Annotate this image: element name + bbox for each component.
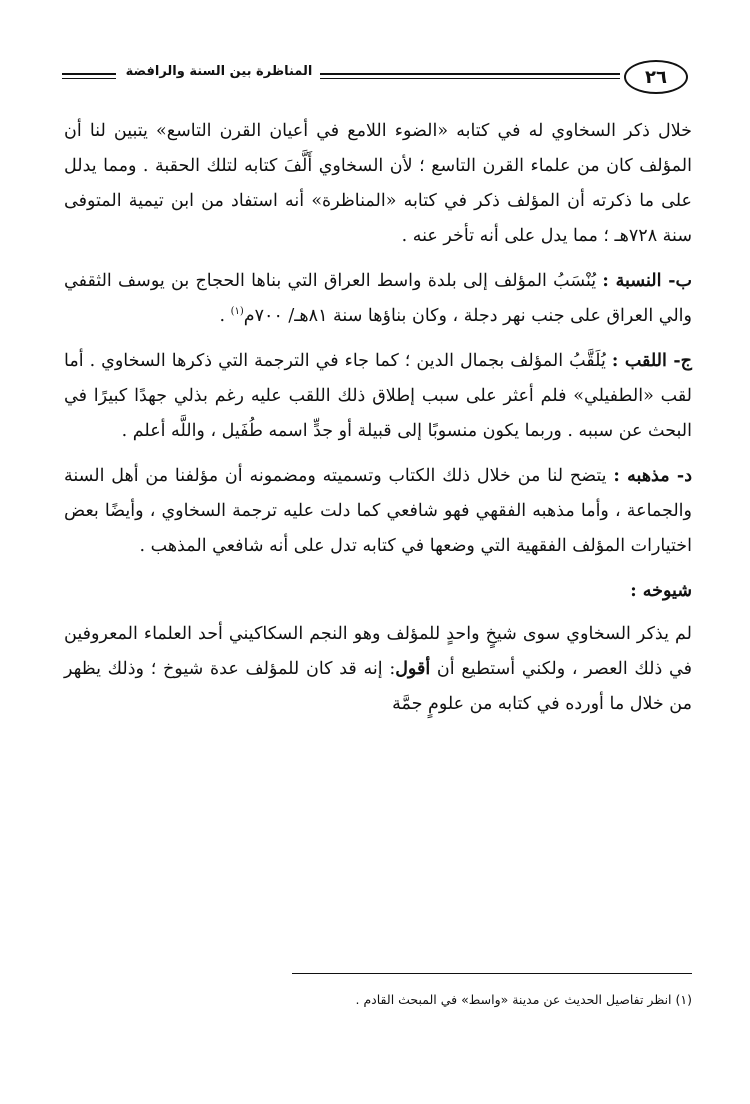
paragraph-text: لم يذكر السخاوي سوى شيخٍ واحدٍ للمؤلف وهو النجم السكاكيني أحد العلماء المعروفين في ذلك العصر ، ولكني أستطيع أن [64, 624, 692, 679]
emphasis-word: أقول [395, 659, 431, 679]
page-header [62, 60, 690, 94]
footnote-marker: (١) [230, 306, 244, 318]
page-number: ٢٦ [624, 60, 688, 94]
main-text [64, 114, 692, 732]
footnote-divider [292, 973, 692, 974]
paragraph-label: ب- النسبة : [602, 271, 692, 291]
paragraph-laqab [64, 344, 692, 449]
paragraph-tail: . [219, 306, 231, 326]
paragraph-shuyukh [64, 617, 692, 722]
paragraph-text-continued: : إنه قد كان للمؤلف عدة شيوخ ؛ وذلك يظهر من خلال ما أورده في كتابه من علومٍ جمَّة [64, 659, 692, 714]
paragraph-text: يُلَقَّبُ المؤلف بجمال الدين ؛ كما جاء في الترجمة التي ذكرها السخاوي . أما لقب «الطفيلي» فلم أعثر على سبب إطلاق ذلك اللقب عليه رغم بذلي جهدًا كبيرًا في البحث عن سببه . وربما يكون منسوبًا إلى قبيلة أو جدٍّ اسمه طُفَيل ، واللَّه أعلم . [64, 351, 692, 441]
paragraph-madhhab [64, 459, 692, 564]
paragraph-text: يُنْسَبُ المؤلف إلى بلدة واسط العراق التي بناها الحجاج بن يوسف الثقفي والي العراق على جنب نهر دجلة ، وكان بناؤها سنة ٨١هـ/ ٧٠٠م [64, 271, 692, 326]
paragraph-label: ج- اللقب : [611, 351, 692, 371]
paragraph-intro [64, 114, 692, 254]
paragraph-nisba [64, 264, 692, 334]
paragraph-text: يتضح لنا من خلال ذلك الكتاب وتسميته ومضمونه أن مؤلفنا من أهل السنة والجماعة ، وأما مذهبه الفقهي فهو شافعي كما دلت عليه ترجمة السخاوي ، وأيضًا بعض اختيارات المؤلف الفقهية التي وضعها في كتابه تدل على أنه شافعي المذهب . [64, 466, 692, 556]
running-title: المناظرة بين السنة والرافضة [125, 64, 313, 79]
paragraph-text: خلال ذكر السخاوي له في كتابه «الضوء اللامع في أعيان القرن التاسع» يتبين لنا أن المؤلف كان من علماء القرن التاسع ؛ لأن السخاوي أَلَّفَ كتابه لتلك الحقبة . ومما يدلل على ما ذكرته أن المؤلف ذكر في كتابه «المناظرة» أنه استفاد من ابن تيمية المتوفى سنة ٧٢٨هـ ؛ مما يدل على أنه تأخر عنه . [64, 121, 692, 246]
footnote: (١) انظر تفاصيل الحديث عن مدينة «واسط» في المبحث القادم . [355, 992, 692, 1007]
header-rule-left [62, 73, 116, 82]
section-heading: شيوخه : [630, 581, 692, 601]
header-rule-middle [320, 73, 620, 82]
paragraph-label: د- مذهبه : [613, 466, 692, 486]
